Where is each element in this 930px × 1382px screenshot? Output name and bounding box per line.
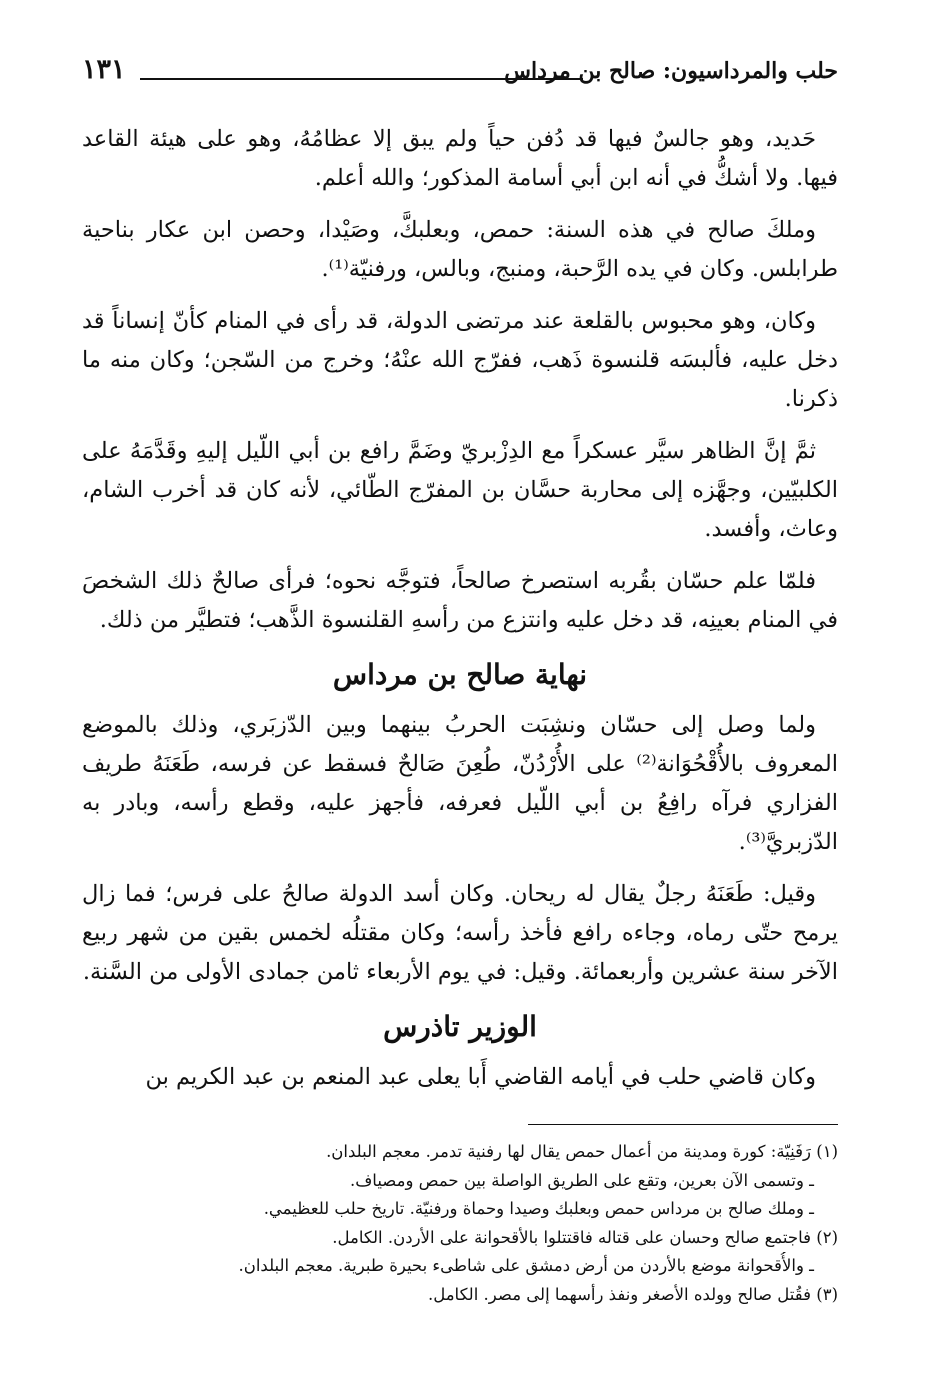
paragraph-6: ولما وصل إلى حسّان ونشِبَت الحربُ بينهما وبين الدّزبَري، وذلك بالموضع المعروف بالأُقْحُوَانة⁽²⁾ على الأُرْدُنّ، طُعِنَ صَالحٌ فسقط عن فرسه، طَعَنَهُ طريف الفزاري فرآه رافِعُ بن أبي اللّيل فعرفه، فأجهز عليه، وقطع رأسه، وبادر به الدّزبريَّ⁽³⁾. bbox=[82, 712, 838, 855]
main-text bbox=[82, 120, 838, 1097]
header-rule bbox=[140, 78, 583, 80]
running-title: حلب والمرداسيون: صالح بن مرداس bbox=[504, 58, 838, 84]
footnote-3: (٣) فقُتل صالح وولده الأصغر ونفذ رأسهما إلى مصر. الكامل. bbox=[427, 1284, 838, 1304]
section-heading-1: نهاية صالح بن مرداس bbox=[332, 658, 588, 691]
footnote-rule bbox=[528, 1124, 838, 1125]
paragraph-1: حَديد، وهو جالسٌ فيها قد دُفن حياً ولم يبق إلا عظامُهُ، وهو على هيئة القاعد فيها. ولا أشكُّ في أنه ابن أبي أسامة المذكور؛ والله أعلم. bbox=[82, 126, 838, 191]
paragraph-8: وكان قاضي حلب في أيامه القاضي أَبا يعلى عبد المنعم بن عبد الكريم بن bbox=[145, 1064, 816, 1090]
page-number: ١٣١ bbox=[82, 54, 126, 85]
paragraph-7: وقيل: طَعَنَهُ رجلٌ يقال له ريحان. وكان أسد الدولة صالحُ على فرس؛ فما زال يرمح حتّى رماه، وجاءه رافع فأخذ رأسه؛ وكان مقتلُه لخمس بقين من شهر ربيع الآخر سنة عشرين وأربعمائة. وقيل: في يوم الأربعاء ثامن جمادى الأولى من السَّنة. bbox=[82, 881, 838, 985]
footnote-1-cont-b: ـ وملك صالح بن مرداس حمص وبعلبك وصيدا وحماة ورفنيّة. تاريخ حلب للعظيمي. bbox=[263, 1199, 814, 1219]
footnote-1-cont-a: ـ وتسمى الآن بعرين، وتقع على الطريق الواصلة بين حمص ومصياف. bbox=[349, 1170, 814, 1190]
footnote-2: (٢) فاجتمع صالح وحسان على قتاله فاقتتلوا بالأقحوانة على الأردن. الكامل. bbox=[332, 1227, 838, 1247]
paragraph-5: فلمّا علم حسّان بقُربه استصرخ صالحاً، فتوجَّه نحوه؛ فرأى صالحٌ ذلك الشخصَ في المنام بعينِه، قد دخل عليه وانتزع من رأسهِ القلنسوة الذَّهب؛ فتطيَّر من ذلك. bbox=[82, 568, 838, 633]
footnotes bbox=[82, 1138, 838, 1310]
paragraph-4: ثمَّ إنَّ الظاهر سيَّر عسكراً مع الدِزْبريّ وضَمَّ رافع بن أبي اللّيل إليهِ وقَدَّمَهُ على الكلبيّين، وجهَّزه إلى محاربة حسَّان بن المفرّج الطّائي، لأنه كان قد أخرب الشام، وعاث، وأفسد. bbox=[82, 438, 838, 542]
footnote-1: (١) رَفَنِيّة: كورة ومدينة من أعمال حمص يقال لها رفنية تدمر. معجم البلدان. bbox=[326, 1142, 838, 1161]
paragraph-2: وملكَ صالح في هذه السنة: حمص، وبعلبكَّ، وصَيْدا، وحصن ابن عكار بناحية طرابلس. وكان في يده الرَّحبة، ومنبج، وبالس، ورفنيّة⁽¹⁾. bbox=[82, 217, 838, 282]
footnote-2-cont: ـ والأُقحوانة موضع بالأردن من أرض دمشق على شاطىء بحيرة طبرية. معجم البلدان. bbox=[238, 1256, 814, 1276]
paragraph-3: وكان، وهو محبوس بالقلعة عند مرتضى الدولة، قد رأى في المنام كأنّ إنساناً قد دخل عليه، فألبسَه قلنسوة ذَهب، ففرّج الله عنْهُ؛ وخرج من السّجن؛ وكان منه ما ذكرنا. bbox=[82, 308, 838, 412]
section-heading-2: الوزير تاذرس bbox=[383, 1010, 537, 1043]
page-header bbox=[82, 52, 838, 92]
